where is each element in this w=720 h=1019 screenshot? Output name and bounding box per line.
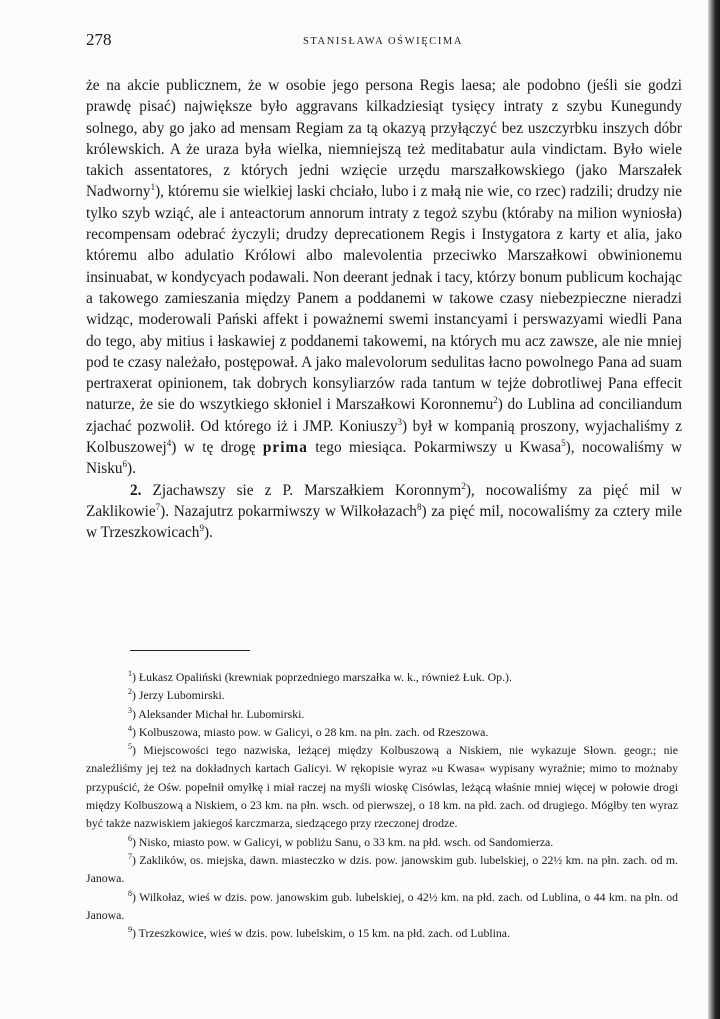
footnote-text: ) Miejscowości tego nazwiska, leżącej między Kolbuszową a Niskiem, nie wykazuje Słown. geogr.; nie znaleźliśmy jej też na dokładnych kartach Galicyi. W rękopisie wyraz »u Kwasa« wypisany wyraźnie; mimo to możnaby przypuścić, że Ośw. popełnił omyłkę i miał raczej na myśli wioskę Cisówlas, leżącą właśnie mniej więcej w połowie drogi między Kolbuszową a Niskiem, o 23 km. na płn. wsch. od pierwszej, o 18 km. na płd. zach. od drugiego. Mógłby ten wyraz być także nazwiskiem jakiegoś karczmarza, siedzącego przy rzeczonej drodze. bbox=[86, 743, 678, 831]
footnote-ref: 3 bbox=[397, 416, 403, 427]
footnote-text: ) Wilkołaz, wieś w dzis. pow. janowskim gub. lubelskiej, o 42½ km. na płd. zach. od Lublina, o 44 km. na płn. od Janowa. bbox=[86, 889, 678, 922]
footnote-text: ) Aleksander Michał hr. Lubomirski. bbox=[132, 706, 305, 721]
footnote-ref: 2 bbox=[461, 480, 466, 491]
footnote-text: ) Kolbuszowa, miasto pow. w Galicyi, o 28 km. na płn. zach. od Rzeszowa. bbox=[132, 724, 489, 739]
text-span: ), któremu sie wielkiej laski chciało, lubo i z małą nie wie, co rzec) radzili; drudzy nie tylko szyb wziąć, ale i anteactorum annorum intraty z tegoż szybu (któraby na milion wyniosła) recompensam odebrać życzyli; drudzy deprecationem Regis i Instygatora z karty et alia, jako któremu albo adulatio Królowi albo malevolentia przeciwko Marszałkowi obwinionemu insinuabat, w kondycyach podawali. Non deerant jednak i tacy, którzy bonum publicum kochając a takowego zamieszania między Panem a poddanemi w takowe czasy niebezpieczne nieradzi widząc, moderowali Pański affekt i poważnemi swemi instancyami i perswazyami wiedli Pana do tego, aby mitius i łaskawiej z poddanemi takowemi, na których mu acz zawsze, ale nie mniej pod te czasy należało, postępował. A jako malevolorum sedulitas łacno powolnego Pana ad suam pertraxerat opinionem, tak dobrych konsyliarzów rada tantum w tejże dobrotliwej Pana effecit naturze, że sie do wszytkiego skłoniel i Marszałkowi Koronnemu bbox=[86, 183, 682, 414]
footnote-9 bbox=[86, 924, 678, 942]
paragraph-2 bbox=[86, 480, 682, 544]
text-span: ), nocowaliśmy w Nisku bbox=[86, 439, 683, 478]
footnote-7 bbox=[86, 851, 678, 888]
page-number: 278 bbox=[86, 30, 112, 49]
footnote-6 bbox=[86, 833, 678, 851]
text-span: ) w tę drogę bbox=[171, 439, 263, 457]
text-span: ) był w kompanią proszony, wyjachaliśmy z Kolbuszowej bbox=[86, 417, 682, 457]
running-head: STANISŁAWA OŚWIĘCIMA bbox=[302, 36, 464, 47]
footnote-number: 9 bbox=[128, 925, 132, 935]
footnote-ref: 7 bbox=[155, 501, 161, 512]
page-header bbox=[86, 30, 680, 52]
text-span: że na akcie publicznem, że w osobie jego persona Regis laesa; ale podobno (jeśli sie godzi prawdę pisać) największe było aggravans kilkadziesiąt tysięcy intraty z szybu Kunegundy solnego, aby go jako ad mensam Regiam za tą okazyą przyłączyć bez uszczyrbku inszych dóbr królewskich. A że uraza była wielka, niemniejszą też meditabatur aula vindictam. Było wiele takich assentatores, z których jedni wzięcie urzędu marszałkowskiego (jako Marszałek Nadworny bbox=[86, 77, 682, 201]
footnote-number: 7 bbox=[128, 852, 132, 862]
footnote-3 bbox=[86, 705, 678, 723]
main-text bbox=[86, 75, 682, 544]
footnote-number: 3 bbox=[128, 705, 132, 715]
footnote-ref: 1 bbox=[150, 182, 156, 193]
text-span: ). bbox=[203, 524, 213, 542]
footnote-2 bbox=[86, 686, 678, 704]
footnote-number: 4 bbox=[128, 723, 132, 733]
footnote-8 bbox=[86, 888, 678, 925]
emphasis-prima: prima bbox=[262, 439, 308, 457]
footnote-divider bbox=[130, 650, 250, 651]
footnote-number: 8 bbox=[128, 888, 132, 898]
footnotes bbox=[86, 668, 678, 942]
footnote-4 bbox=[86, 723, 678, 741]
footnote-number: 6 bbox=[128, 833, 132, 843]
footnote-ref: 9 bbox=[199, 523, 204, 534]
section-number: 2. bbox=[130, 481, 142, 499]
text-span: ). bbox=[127, 460, 136, 478]
text-span: ). Nazajutrz pokarmiwszy w Wilkołazach bbox=[160, 502, 417, 520]
footnote-ref: 6 bbox=[122, 459, 128, 470]
text-span: tego miesiąca. Pokarmiwszy u Kwasa bbox=[307, 439, 562, 457]
text-span: ) do Lublina ad conciliandum zjachać pozwolił. Od którego iż i JMP. Koniuszy bbox=[86, 396, 682, 435]
footnote-ref: 4 bbox=[166, 437, 172, 448]
footnote-number: 5 bbox=[128, 742, 132, 752]
footnote-ref: 2 bbox=[493, 395, 498, 406]
footnote-ref: 8 bbox=[416, 501, 422, 512]
footnote-text: ) Jerzy Lubomirski. bbox=[132, 688, 225, 703]
footnote-text: ) Nisko, miasto pow. w Galicyi, w pobliżu Sanu, o 33 km. na płd. wsch. od Sandomierza. bbox=[132, 834, 554, 849]
footnote-text: ) Trzeszkowice, wieś w dzis. pow. lubelskim, o 15 km. na płd. zach. od Lublina. bbox=[132, 926, 510, 941]
footnote-5 bbox=[86, 741, 678, 832]
paragraph-1 bbox=[86, 75, 682, 480]
footnote-text: ) Łukasz Opaliński (krewniak poprzedniego marszałka w. k., również Łuk. Op.). bbox=[132, 670, 512, 684]
footnote-number: 1 bbox=[128, 669, 132, 679]
text-span: ) za pięć mil, nocowaliśmy za cztery mile w Trzeszkowicach bbox=[86, 502, 683, 542]
footnote-text: ) Zaklików, os. miejska, dawn. miasteczko w dzis. pow. janowskim gub. lubelskiej, o 22½ km. na płn. zach. od m. Janowa. bbox=[86, 852, 678, 886]
footnote-ref: 5 bbox=[561, 437, 566, 448]
text-span: ), nocowaliśmy za pięć mil w Zaklikowie bbox=[86, 481, 682, 520]
scan-edge-shadow bbox=[708, 0, 720, 1019]
text-span: Zjachawszy sie z P. Marszałkiem Koronnym bbox=[141, 481, 462, 499]
footnote-1 bbox=[86, 668, 678, 686]
footnote-number: 2 bbox=[128, 687, 132, 697]
